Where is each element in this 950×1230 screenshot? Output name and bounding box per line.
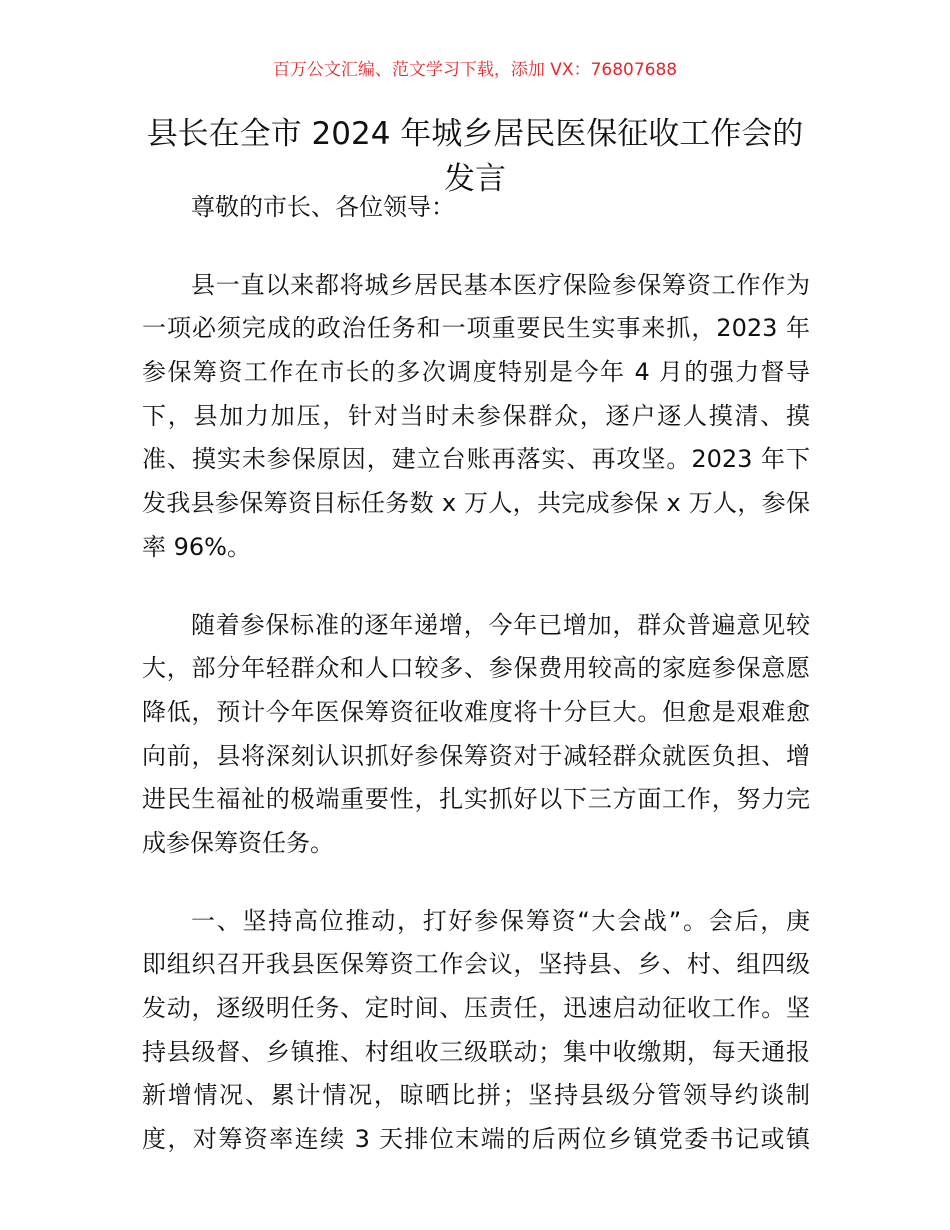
paragraph-line: 大，部分年轻群众和人口较多、参保费用较高的家庭参保意愿 [142,654,810,683]
title-line: 县长在全市 2024 年城乡居民医保征收工作会的 [146,116,804,152]
body-paragraph [142,900,810,1162]
paragraph-line: 随着参保标准的逐年递增，今年已增加，群众普遍意见较 [191,610,810,639]
body-paragraph [142,604,810,866]
paragraph-line: 县一直以来都将城乡居民基本医疗保险参保筹资工作作为 [191,270,810,299]
paragraph-line: 度，对筹资率连续 3 天排位末端的后两位乡镇党委书记或镇 [142,1125,810,1154]
paragraph-line: 发我县参保筹资目标任务数 x 万人，共完成参保 x 万人，参保 [142,489,810,518]
paragraph-line: 参保筹资工作在市长的多次调度特别是今年 4 月的强力督导 [142,358,810,387]
paragraph-line: 进民生福祉的极端重要性，扎实抓好以下三方面工作，努力完 [142,785,810,814]
greeting-paragraph [142,186,810,230]
watermark-banner: 百万公文汇编、范文学习下载，添加 VX：76807688 [272,60,678,80]
paragraph-line: 一项必须完成的政治任务和一项重要民生实事来抓，2023 年 [142,314,810,343]
title-line: 发言 [444,161,506,197]
paragraph-line: 新增情况、累计情况，晾晒比拼；坚持县级分管领导约谈制 [142,1081,810,1110]
paragraph-line: 成参保筹资任务。 [142,828,334,857]
paragraph-line: 即组织召开我县医保筹资工作会议，坚持县、乡、村、组四级 [142,950,810,979]
paragraph-line: 降低，预计今年医保筹资征收难度将十分巨大。但愈是艰难愈 [142,697,810,726]
paragraph-line: 准、摸实未参保原因，建立台账再落实、再攻坚。2023 年下 [142,445,810,474]
body-paragraph [142,264,810,570]
paragraph-line: 下，县加力加压，针对当时未参保群众，逐户逐人摸清、摸 [142,401,810,430]
paragraph-line: 一、坚持高位推动，打好参保筹资“大会战”。会后，庚 [191,906,810,935]
paragraph-line: 持县级督、乡镇推、村组收三级联动；集中收缴期，每天通报 [142,1037,810,1066]
document-body [142,186,810,1196]
paragraph-line: 率 96%。 [142,532,251,561]
greeting: 尊敬的市长、各位领导： [191,193,455,221]
paragraph-line: 向前，县将深刻认识抓好参保筹资对于减轻群众就医负担、增 [142,741,810,770]
paragraph-line: 发动，逐级明任务、定时间、压责任，迅速启动征收工作。坚 [142,994,810,1022]
